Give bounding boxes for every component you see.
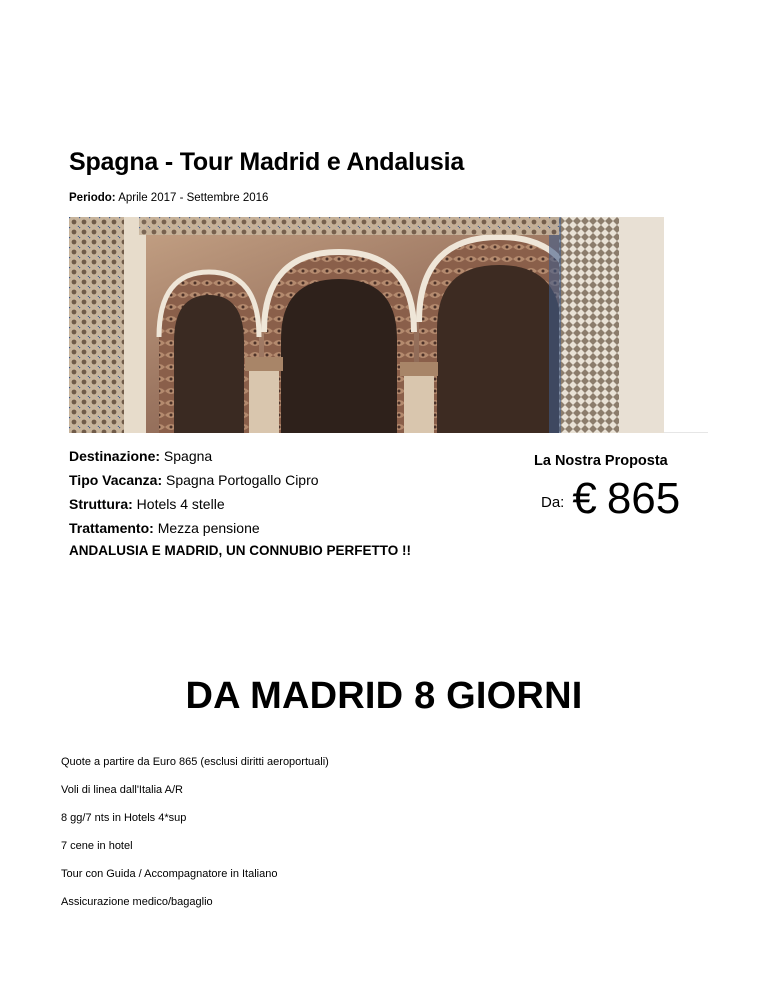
offer-price xyxy=(541,474,680,524)
list-item: Tour con Guida / Accompagnatore in Italiano xyxy=(61,868,278,880)
slogan: ANDALUSIA E MADRID, UN CONNUBIO PERFETTO !! xyxy=(69,543,411,558)
period-label: Periodo: xyxy=(69,192,116,204)
detail-label: Tipo Vacanza: xyxy=(69,472,163,488)
price-from-label: Da: xyxy=(541,494,565,511)
price-amount: 865 xyxy=(606,474,681,523)
detail-destination xyxy=(69,444,319,468)
detail-treatment xyxy=(69,516,319,540)
period-value: Aprile 2017 - Settembre 2016 xyxy=(118,192,269,204)
currency-symbol: € xyxy=(572,474,597,523)
offer-label: La Nostra Proposta xyxy=(534,453,668,469)
list-item: Voli di linea dall'Italia A/R xyxy=(61,784,183,796)
list-item: 8 gg/7 nts in Hotels 4*sup xyxy=(61,812,187,824)
page-title: Spagna - Tour Madrid e Andalusia xyxy=(69,148,465,176)
detail-label: Struttura: xyxy=(69,496,133,512)
detail-label: Destinazione: xyxy=(69,448,161,464)
detail-structure xyxy=(69,492,319,516)
detail-value: Mezza pensione xyxy=(157,520,260,536)
main-heading: DA MADRID 8 GIORNI xyxy=(185,675,583,717)
features-list xyxy=(61,754,329,922)
list-item: 7 cene in hotel xyxy=(61,840,133,852)
detail-label: Trattamento: xyxy=(69,520,154,536)
detail-value: Hotels 4 stelle xyxy=(136,496,225,512)
detail-value: Spagna xyxy=(163,448,213,464)
arches-photo xyxy=(69,217,664,433)
detail-vacation-type xyxy=(69,468,319,492)
details-list xyxy=(69,444,319,540)
period-line xyxy=(69,192,268,204)
detail-value: Spagna Portogallo Cipro xyxy=(166,472,319,488)
arches-illustration xyxy=(69,217,664,433)
photo-divider xyxy=(664,432,708,433)
list-item: Assicurazione medico/bagaglio xyxy=(61,896,213,908)
list-item: Quote a partire da Euro 865 (esclusi diritti aeroportuali) xyxy=(61,756,329,768)
